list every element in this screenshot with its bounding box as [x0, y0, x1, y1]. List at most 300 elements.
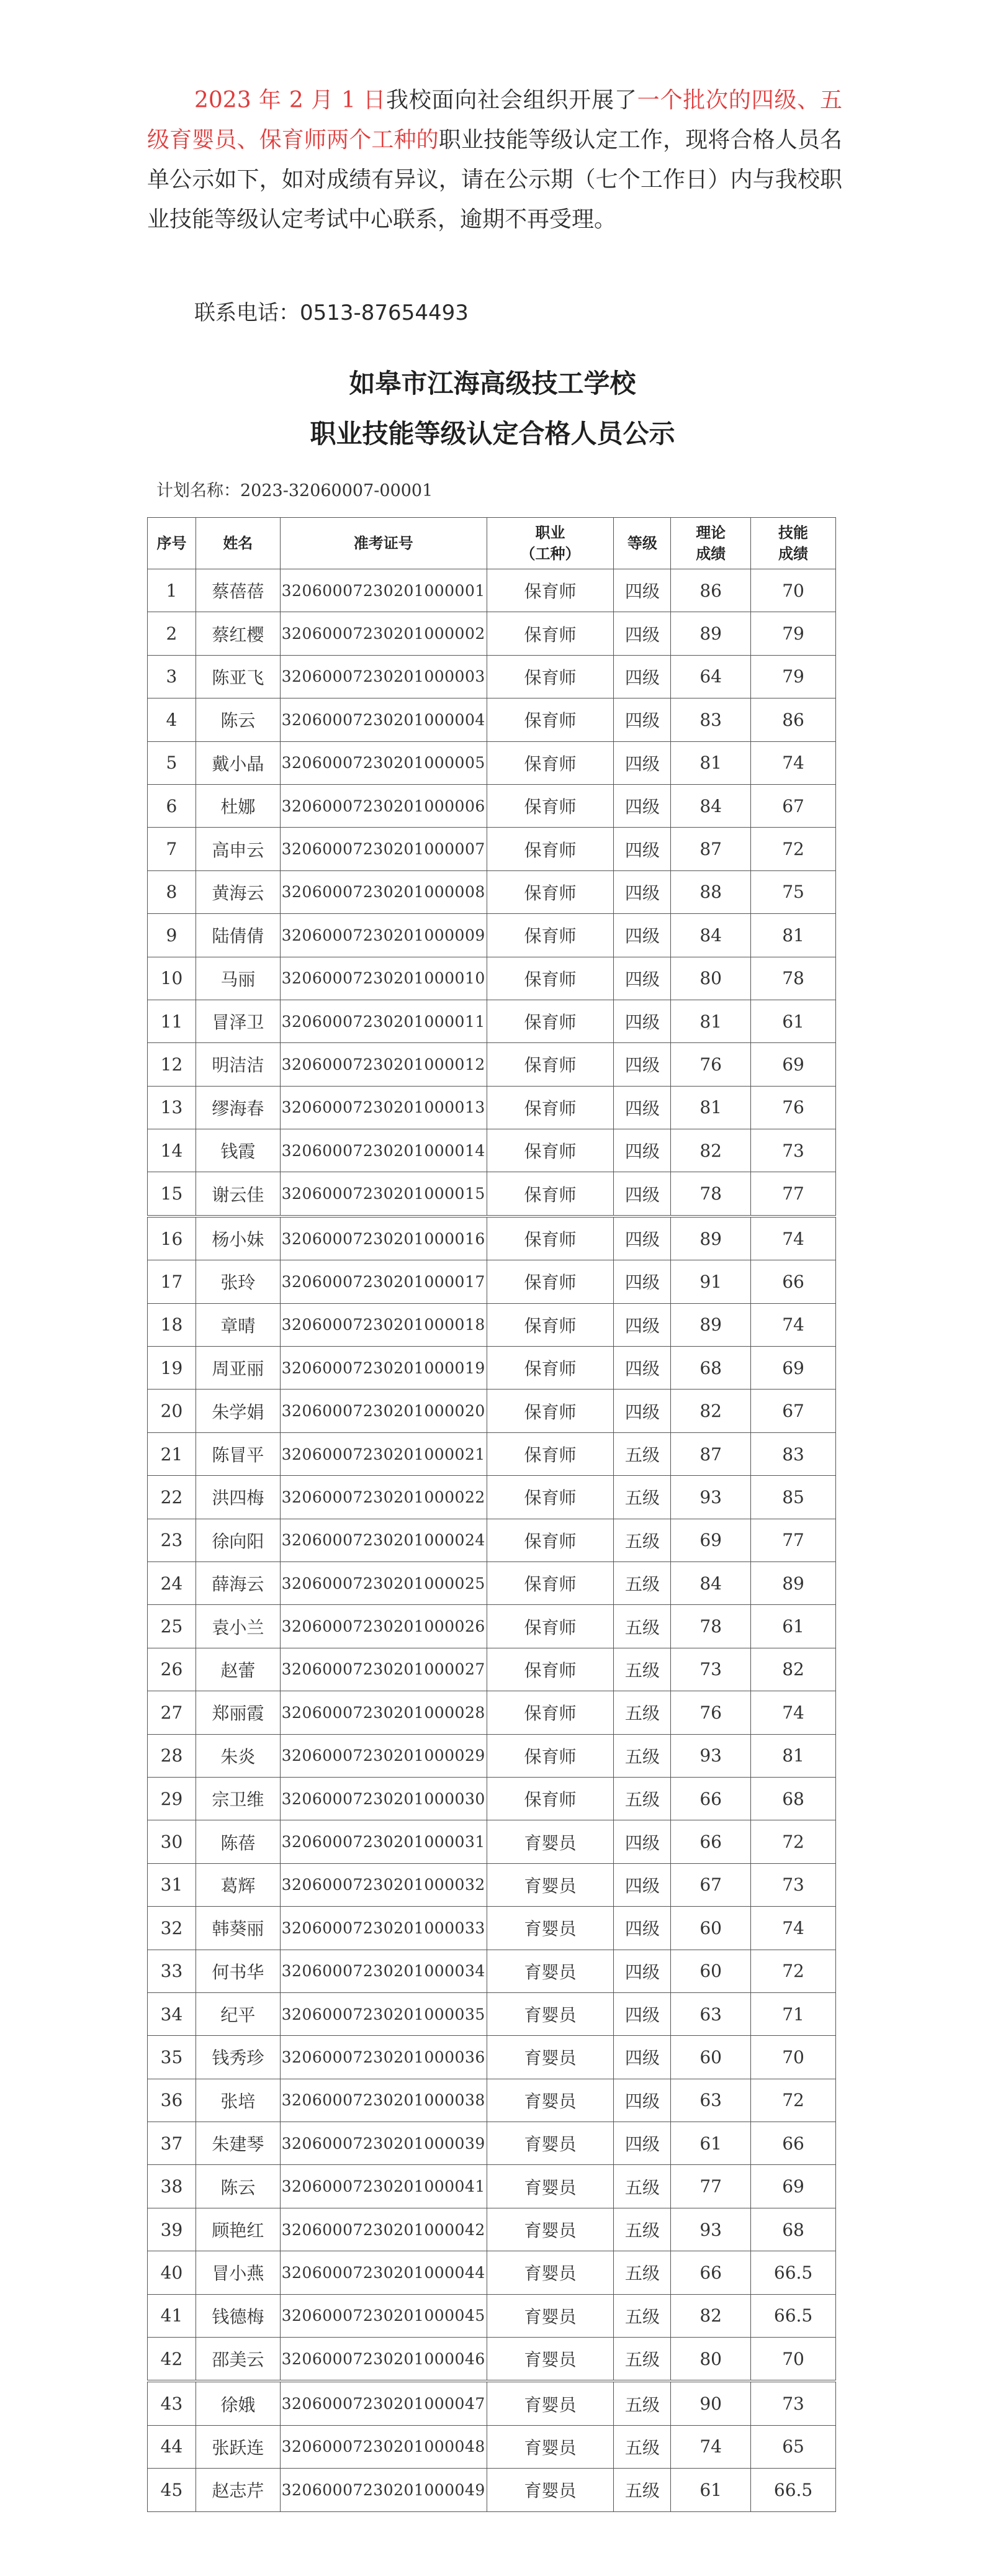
table-body [148, 569, 836, 2512]
table-row [148, 2036, 836, 2079]
cell-skill-score: 81 [751, 1734, 836, 1777]
cell-name: 周亚丽 [196, 1347, 280, 1390]
cell-level: 四级 [614, 698, 671, 741]
table-row [148, 2122, 836, 2165]
cell-name: 钱霞 [196, 1129, 280, 1172]
cell-occupation: 保育师 [487, 1043, 614, 1086]
cell-index: 9 [148, 914, 196, 957]
cell-level: 四级 [614, 1172, 671, 1216]
cell-theory-score: 87 [671, 1432, 751, 1475]
plan-name: 计划名称：2023-32060007-00001 [156, 481, 433, 500]
cell-index: 23 [148, 1519, 196, 1561]
cell-occupation: 保育师 [487, 1691, 614, 1734]
header-text: 姓名 [223, 535, 253, 552]
cell-index: 7 [148, 828, 196, 870]
cell-theory-score: 81 [671, 1000, 751, 1042]
cell-skill-score: 67 [751, 1390, 836, 1432]
header-text: 成绩 [696, 545, 726, 563]
cell-level: 四级 [614, 1303, 671, 1346]
cell-theory-score: 77 [671, 2165, 751, 2208]
cell-name: 张跃连 [196, 2425, 280, 2468]
cell-index: 37 [148, 2122, 196, 2165]
cell-name: 邵美云 [196, 2338, 280, 2382]
cell-skill-score: 82 [751, 1648, 836, 1691]
cell-name: 薛海云 [196, 1561, 280, 1604]
cell-index: 1 [148, 569, 196, 612]
cell-name: 韩葵丽 [196, 1907, 280, 1950]
cell-occupation: 育婴员 [487, 2469, 614, 2511]
cell-skill-score: 73 [751, 1863, 836, 1906]
cell-index: 27 [148, 1691, 196, 1734]
cell-skill-score: 66.5 [751, 2294, 836, 2337]
table-row [148, 914, 836, 957]
cell-theory-score: 89 [671, 1216, 751, 1260]
header-name [196, 518, 280, 569]
cell-exam-id: 32060007230201000025 [280, 1561, 487, 1604]
cell-level: 四级 [614, 741, 671, 784]
cell-level: 四级 [614, 569, 671, 612]
cell-index: 44 [148, 2425, 196, 2468]
cell-exam-id: 32060007230201000039 [280, 2122, 487, 2165]
cell-level: 五级 [614, 2251, 671, 2294]
notice-text-mid: 我校面向社会组织开展了 [385, 88, 637, 113]
cell-skill-score: 68 [751, 1777, 836, 1820]
cell-occupation: 育婴员 [487, 2425, 614, 2468]
cell-occupation: 保育师 [487, 1476, 614, 1519]
cell-level: 五级 [614, 1561, 671, 1604]
cell-name: 蔡蓓蓓 [196, 569, 280, 612]
cell-skill-score: 75 [751, 870, 836, 913]
cell-skill-score: 83 [751, 1432, 836, 1475]
cell-level: 四级 [614, 1260, 671, 1303]
cell-exam-id: 32060007230201000002 [280, 612, 487, 655]
cell-level: 五级 [614, 1691, 671, 1734]
cell-theory-score: 60 [671, 1907, 751, 1950]
cell-occupation: 育婴员 [487, 2208, 614, 2251]
cell-exam-id: 32060007230201000017 [280, 1260, 487, 1303]
cell-name: 洪四梅 [196, 1476, 280, 1519]
cell-skill-score: 79 [751, 655, 836, 698]
cell-exam-id: 32060007230201000028 [280, 1691, 487, 1734]
cell-index: 26 [148, 1648, 196, 1691]
cell-skill-score: 72 [751, 828, 836, 870]
cell-theory-score: 81 [671, 741, 751, 784]
cell-theory-score: 81 [671, 1086, 751, 1129]
cell-theory-score: 67 [671, 1863, 751, 1906]
header-text: 理论 [696, 524, 726, 541]
cell-index: 35 [148, 2036, 196, 2079]
table-row [148, 957, 836, 1000]
cell-occupation: 保育师 [487, 1390, 614, 1432]
cell-exam-id: 32060007230201000048 [280, 2425, 487, 2468]
notice-batch: 一个批次的四级、五级育婴员、保育师两个工种的 [147, 88, 842, 153]
cell-exam-id: 32060007230201000035 [280, 1992, 487, 2035]
cell-theory-score: 88 [671, 870, 751, 913]
cell-name: 章晴 [196, 1303, 280, 1346]
cell-occupation: 育婴员 [487, 2036, 614, 2079]
cell-name: 戴小晶 [196, 741, 280, 784]
cell-name: 张培 [196, 2079, 280, 2122]
cell-exam-id: 32060007230201000029 [280, 1734, 487, 1777]
cell-occupation: 保育师 [487, 1086, 614, 1129]
table-row [148, 2251, 836, 2294]
table-row [148, 569, 836, 612]
cell-index: 36 [148, 2079, 196, 2122]
cell-exam-id: 32060007230201000033 [280, 1907, 487, 1950]
cell-occupation: 育婴员 [487, 2381, 614, 2425]
cell-name: 徐向阳 [196, 1519, 280, 1561]
cell-occupation: 保育师 [487, 1303, 614, 1346]
table-row [148, 1992, 836, 2035]
cell-name: 陆倩倩 [196, 914, 280, 957]
cell-index: 8 [148, 870, 196, 913]
cell-occupation: 育婴员 [487, 2122, 614, 2165]
cell-level: 四级 [614, 1992, 671, 2035]
cell-skill-score: 70 [751, 2036, 836, 2079]
cell-theory-score: 73 [671, 1648, 751, 1691]
cell-theory-score: 80 [671, 2338, 751, 2382]
cell-skill-score: 61 [751, 1605, 836, 1648]
table-row [148, 698, 836, 741]
cell-skill-score: 72 [751, 1820, 836, 1863]
header-text: 准考证号 [353, 535, 413, 552]
table-row [148, 2294, 836, 2337]
header-text: （工种） [520, 545, 580, 563]
table-row [148, 2338, 836, 2382]
cell-name: 徐娥 [196, 2381, 280, 2425]
cell-exam-id: 32060007230201000024 [280, 1519, 487, 1561]
cell-exam-id: 32060007230201000047 [280, 2381, 487, 2425]
cell-level: 四级 [614, 2122, 671, 2165]
cell-level: 五级 [614, 2381, 671, 2425]
cell-name: 冒泽卫 [196, 1000, 280, 1042]
cell-occupation: 育婴员 [487, 2251, 614, 2294]
cell-index: 29 [148, 1777, 196, 1820]
cell-name: 马丽 [196, 957, 280, 1000]
cell-exam-id: 32060007230201000042 [280, 2208, 487, 2251]
cell-level: 五级 [614, 1432, 671, 1475]
table-row [148, 1950, 836, 1992]
cell-index: 31 [148, 1863, 196, 1906]
cell-name: 钱德梅 [196, 2294, 280, 2337]
contact-label: 联系电话： [194, 301, 300, 325]
notice-paragraph [147, 81, 842, 240]
cell-exam-id: 32060007230201000010 [280, 957, 487, 1000]
cell-name: 冒小燕 [196, 2251, 280, 2294]
cell-skill-score: 69 [751, 1347, 836, 1390]
cell-occupation: 保育师 [487, 1734, 614, 1777]
cell-name: 谢云佳 [196, 1172, 280, 1216]
header-exam-id [280, 518, 487, 569]
cell-occupation: 保育师 [487, 1605, 614, 1648]
cell-index: 22 [148, 1476, 196, 1519]
cell-theory-score: 93 [671, 1476, 751, 1519]
cell-theory-score: 66 [671, 2251, 751, 2294]
cell-name: 郑丽霞 [196, 1691, 280, 1734]
cell-theory-score: 93 [671, 2208, 751, 2251]
cell-skill-score: 65 [751, 2425, 836, 2468]
cell-occupation: 育婴员 [487, 1950, 614, 1992]
cell-exam-id: 32060007230201000032 [280, 1863, 487, 1906]
cell-theory-score: 60 [671, 2036, 751, 2079]
table-row [148, 1086, 836, 1129]
cell-index: 24 [148, 1561, 196, 1604]
cell-theory-score: 83 [671, 698, 751, 741]
table-row [148, 655, 836, 698]
cell-exam-id: 32060007230201000026 [280, 1605, 487, 1648]
cell-skill-score: 85 [751, 1476, 836, 1519]
cell-exam-id: 32060007230201000005 [280, 741, 487, 784]
cell-level: 四级 [614, 1216, 671, 1260]
cell-exam-id: 32060007230201000009 [280, 914, 487, 957]
cell-occupation: 保育师 [487, 612, 614, 655]
cell-index: 14 [148, 1129, 196, 1172]
cell-level: 四级 [614, 1820, 671, 1863]
cell-theory-score: 82 [671, 1129, 751, 1172]
cell-name: 杨小妹 [196, 1216, 280, 1260]
cell-exam-id: 32060007230201000013 [280, 1086, 487, 1129]
cell-theory-score: 60 [671, 1950, 751, 1992]
table-row [148, 828, 836, 870]
cell-level: 五级 [614, 1777, 671, 1820]
cell-level: 四级 [614, 914, 671, 957]
cell-skill-score: 66 [751, 2122, 836, 2165]
cell-index: 38 [148, 2165, 196, 2208]
cell-theory-score: 93 [671, 1734, 751, 1777]
cell-skill-score: 74 [751, 1303, 836, 1346]
cell-skill-score: 74 [751, 741, 836, 784]
cell-name: 赵志芹 [196, 2469, 280, 2511]
header-theory-score [671, 518, 751, 569]
cell-level: 五级 [614, 1519, 671, 1561]
table-row [148, 1734, 836, 1777]
cell-theory-score: 91 [671, 1260, 751, 1303]
table-row [148, 2208, 836, 2251]
cell-level: 五级 [614, 2425, 671, 2468]
cell-exam-id: 32060007230201000020 [280, 1390, 487, 1432]
cell-name: 何书华 [196, 1950, 280, 1992]
cell-exam-id: 32060007230201000038 [280, 2079, 487, 2122]
cell-exam-id: 32060007230201000014 [280, 1129, 487, 1172]
cell-skill-score: 76 [751, 1086, 836, 1129]
cell-level: 五级 [614, 1476, 671, 1519]
cell-theory-score: 69 [671, 1519, 751, 1561]
cell-theory-score: 63 [671, 1992, 751, 2035]
cell-theory-score: 82 [671, 1390, 751, 1432]
cell-skill-score: 66.5 [751, 2469, 836, 2511]
cell-occupation: 保育师 [487, 698, 614, 741]
cell-name: 陈云 [196, 2165, 280, 2208]
table-row [148, 2469, 836, 2511]
cell-level: 四级 [614, 1043, 671, 1086]
cell-theory-score: 63 [671, 2079, 751, 2122]
cell-skill-score: 70 [751, 569, 836, 612]
cell-exam-id: 32060007230201000011 [280, 1000, 487, 1042]
cell-index: 12 [148, 1043, 196, 1086]
table-row [148, 1390, 836, 1432]
cell-exam-id: 32060007230201000006 [280, 784, 487, 827]
cell-name: 赵蕾 [196, 1648, 280, 1691]
cell-level: 四级 [614, 1907, 671, 1950]
cell-name: 袁小兰 [196, 1605, 280, 1648]
cell-occupation: 保育师 [487, 1347, 614, 1390]
header-level [614, 518, 671, 569]
cell-occupation: 保育师 [487, 1216, 614, 1260]
table-row [148, 2381, 836, 2425]
cell-level: 五级 [614, 2469, 671, 2511]
cell-name: 蔡红樱 [196, 612, 280, 655]
cell-occupation: 育婴员 [487, 2338, 614, 2382]
cell-level: 五级 [614, 2165, 671, 2208]
table-row [148, 1863, 836, 1906]
cell-skill-score: 69 [751, 1043, 836, 1086]
cell-occupation: 保育师 [487, 1561, 614, 1604]
cell-theory-score: 78 [671, 1605, 751, 1648]
table-row [148, 784, 836, 827]
cell-exam-id: 32060007230201000001 [280, 569, 487, 612]
table-row [148, 1907, 836, 1950]
cell-index: 6 [148, 784, 196, 827]
cell-skill-score: 77 [751, 1172, 836, 1216]
cell-skill-score: 73 [751, 1129, 836, 1172]
cell-occupation: 保育师 [487, 569, 614, 612]
cell-skill-score: 81 [751, 914, 836, 957]
cell-occupation: 保育师 [487, 741, 614, 784]
table-row [148, 1260, 836, 1303]
cell-level: 五级 [614, 1734, 671, 1777]
cell-theory-score: 82 [671, 2294, 751, 2337]
header-text: 序号 [156, 535, 187, 552]
cell-occupation: 育婴员 [487, 2294, 614, 2337]
cell-name: 宗卫维 [196, 1777, 280, 1820]
header-occupation [487, 518, 614, 569]
cell-exam-id: 32060007230201000022 [280, 1476, 487, 1519]
cell-name: 葛辉 [196, 1863, 280, 1906]
cell-theory-score: 87 [671, 828, 751, 870]
table-row [148, 1000, 836, 1042]
cell-index: 43 [148, 2381, 196, 2425]
header-index [148, 518, 196, 569]
cell-theory-score: 61 [671, 2469, 751, 2511]
cell-index: 10 [148, 957, 196, 1000]
cell-theory-score: 89 [671, 612, 751, 655]
cell-name: 杜娜 [196, 784, 280, 827]
cell-occupation: 育婴员 [487, 1820, 614, 1863]
cell-level: 四级 [614, 1863, 671, 1906]
cell-index: 18 [148, 1303, 196, 1346]
cell-name: 陈亚飞 [196, 655, 280, 698]
table-row [148, 1432, 836, 1475]
cell-occupation: 保育师 [487, 1129, 614, 1172]
cell-name: 陈云 [196, 698, 280, 741]
contact-phone: 0513-87654493 [300, 301, 469, 325]
table-row [148, 741, 836, 784]
cell-level: 五级 [614, 1648, 671, 1691]
cell-occupation: 保育师 [487, 914, 614, 957]
cell-level: 四级 [614, 1950, 671, 1992]
cell-index: 17 [148, 1260, 196, 1303]
cell-theory-score: 84 [671, 784, 751, 827]
cell-name: 朱炎 [196, 1734, 280, 1777]
cell-occupation: 保育师 [487, 1432, 614, 1475]
cell-skill-score: 61 [751, 1000, 836, 1042]
cell-index: 39 [148, 2208, 196, 2251]
cell-theory-score: 61 [671, 2122, 751, 2165]
header-text: 技能 [778, 524, 809, 541]
cell-skill-score: 74 [751, 1907, 836, 1950]
cell-index: 32 [148, 1907, 196, 1950]
cell-exam-id: 32060007230201000019 [280, 1347, 487, 1390]
cell-level: 五级 [614, 2208, 671, 2251]
results-table [147, 517, 836, 2512]
header-text: 等级 [627, 535, 657, 552]
cell-level: 四级 [614, 655, 671, 698]
cell-exam-id: 32060007230201000041 [280, 2165, 487, 2208]
cell-occupation: 保育师 [487, 655, 614, 698]
cell-exam-id: 32060007230201000004 [280, 698, 487, 741]
cell-occupation: 保育师 [487, 1172, 614, 1216]
cell-theory-score: 76 [671, 1043, 751, 1086]
cell-occupation: 保育师 [487, 828, 614, 870]
table-row [148, 2165, 836, 2208]
table-row [148, 1043, 836, 1086]
cell-theory-score: 66 [671, 1777, 751, 1820]
cell-name: 朱建琴 [196, 2122, 280, 2165]
cell-theory-score: 68 [671, 1347, 751, 1390]
cell-index: 11 [148, 1000, 196, 1042]
cell-level: 四级 [614, 612, 671, 655]
cell-theory-score: 84 [671, 914, 751, 957]
cell-theory-score: 89 [671, 1303, 751, 1346]
cell-exam-id: 32060007230201000030 [280, 1777, 487, 1820]
table-row [148, 1303, 836, 1346]
cell-occupation: 保育师 [487, 1777, 614, 1820]
cell-occupation: 育婴员 [487, 1907, 614, 1950]
table-row [148, 1172, 836, 1216]
cell-index: 40 [148, 2251, 196, 2294]
cell-exam-id: 32060007230201000046 [280, 2338, 487, 2382]
cell-level: 四级 [614, 1086, 671, 1129]
cell-level: 四级 [614, 784, 671, 827]
cell-index: 21 [148, 1432, 196, 1475]
cell-exam-id: 32060007230201000034 [280, 1950, 487, 1992]
table-header-row [148, 518, 836, 569]
cell-skill-score: 66.5 [751, 2251, 836, 2294]
cell-exam-id: 32060007230201000045 [280, 2294, 487, 2337]
cell-theory-score: 86 [671, 569, 751, 612]
cell-occupation: 保育师 [487, 784, 614, 827]
cell-occupation: 保育师 [487, 1519, 614, 1561]
table-row [148, 870, 836, 913]
cell-skill-score: 73 [751, 2381, 836, 2425]
cell-occupation: 育婴员 [487, 2079, 614, 2122]
cell-index: 3 [148, 655, 196, 698]
cell-exam-id: 32060007230201000036 [280, 2036, 487, 2079]
cell-skill-score: 79 [751, 612, 836, 655]
title-announcement: 职业技能等级认定合格人员公示 [310, 418, 675, 449]
cell-index: 34 [148, 1992, 196, 2035]
cell-index: 13 [148, 1086, 196, 1129]
table-row [148, 2425, 836, 2468]
cell-skill-score: 71 [751, 1992, 836, 2035]
notice-date: 2023 年 2 月 1 日 [194, 88, 386, 113]
cell-index: 41 [148, 2294, 196, 2337]
cell-skill-score: 66 [751, 1260, 836, 1303]
cell-name: 高申云 [196, 828, 280, 870]
cell-skill-score: 74 [751, 1216, 836, 1260]
table-row [148, 1777, 836, 1820]
table-row [148, 1347, 836, 1390]
